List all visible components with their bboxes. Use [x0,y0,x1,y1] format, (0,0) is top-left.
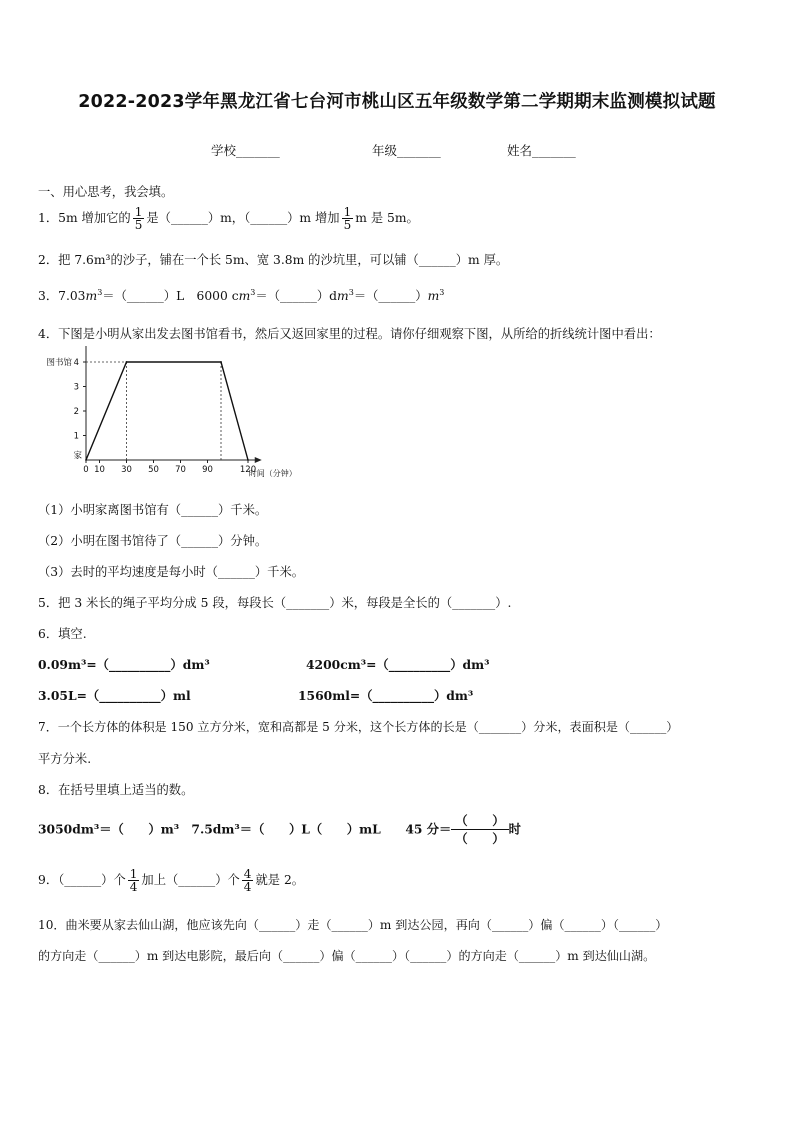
question-4: 4．下图是小明从家出发去图书馆看书，然后又返回家里的过程。请你仔细观察下图，从所给的折线统计图中看出： [38,327,661,341]
y-category-bottom: 家 [73,451,82,461]
q6-item: 0.09m³=（__________）dm³ [38,657,210,672]
y-tick-label: 4 [73,358,79,368]
x-tick-label: 50 [148,465,159,475]
x-tick-label: 90 [202,465,213,475]
y-tick-label: 3 [73,382,79,393]
data-point [85,459,87,461]
y-category-top: 图书馆 [46,358,72,368]
q6-item: 3.05L=（__________）ml [38,688,191,703]
question-7: 7．一个长方体的体积是 150 立方分米，宽和高都是 5 分米，这个长方体的长是（_______）分米，表面积是（______） [38,720,679,734]
question-2: 2．把 7.6m³的沙子，铺在一个长 5m、宽 3.8m 的沙坑里，可以铺（______）m 厚。 [38,253,509,267]
q6-item: 4200cm³=（__________）dm³ [306,657,490,672]
x-tick-label: 120 [239,465,257,475]
y-tick-label: 1 [73,431,79,442]
question-1: 1．5m 增加它的 $\frac{1}{5}$ 是（______）m，（______）m 增加 $\frac{1}{5}$ m 是 5m。 [38,205,419,232]
x-tick-label: 0 [83,465,89,475]
question-6: 6．填空. [38,627,87,641]
data-point [220,361,222,363]
y-tick-label: 2 [73,407,79,417]
question-4-part-1: （1）小明家离图书馆有（______）千米。 [38,503,268,517]
x-axis-arrow [255,457,262,463]
grade-field[interactable]: 年级_______ [372,143,441,158]
data-point [247,459,249,461]
question-10: 10．曲米要从家去仙山湖，他应该先向（______）走（______）m 到达公园，再向（______）偏（______）（______） [38,918,668,932]
question-8-line: 3050dm³＝（ ）m³ 7.5dm³＝（ ）L（ ）mL 45 分＝ （ ） （ ） 时 [38,813,521,847]
x-tick-label: 30 [121,465,132,475]
data-point [126,361,128,363]
x-tick-label: 10 [94,465,105,475]
x-axis-label: 时间（分钟） [248,469,297,478]
distance-line [86,362,248,460]
name-field[interactable]: 姓名_______ [507,143,576,158]
q6-item: 1560ml=（__________）dm³ [298,688,474,703]
question-8: 8．在括号里填上适当的数。 [38,783,194,797]
question-3: 3．$7.03m^3=(\_\_\_\_\_\_)L$ 6000 $cm^3=(\_\_\_\_\_\_)dm^3=(\_\_\_\_\_\_)m^3$ [38,287,445,303]
section-heading: 一、用心思考，我会填。 [38,185,174,199]
question-4-part-2: （2）小明在图书馆待了（______）分钟。 [38,534,268,548]
x-tick-label: 70 [175,465,186,475]
question-4-part-3: （3）去时的平均速度是每小时（______）千米。 [38,565,305,579]
distance-time-chart [40,346,330,481]
question-5: 5．把 3 米长的绳子平均分成 5 段，每段长（_______）米，每段是全长的（_______）. [38,596,512,610]
school-field[interactable]: 学校_______ [211,143,280,158]
page-title: 2022-2023学年黑龙江省七台河市桃山区五年级数学第二学期期末监测模拟试题 [78,92,716,112]
question-7-cont: 平方分米. [38,752,92,766]
question-9: 9．（______）个 $\frac{1}{4}$ 加上（______）个 $\frac{4}{4}$ 就是 2。 [38,867,305,894]
question-10-cont: 的方向走（______）m 到达电影院，最后向（______）偏（______）（______）的方向走（______）m 到达仙山湖。 [38,949,656,963]
